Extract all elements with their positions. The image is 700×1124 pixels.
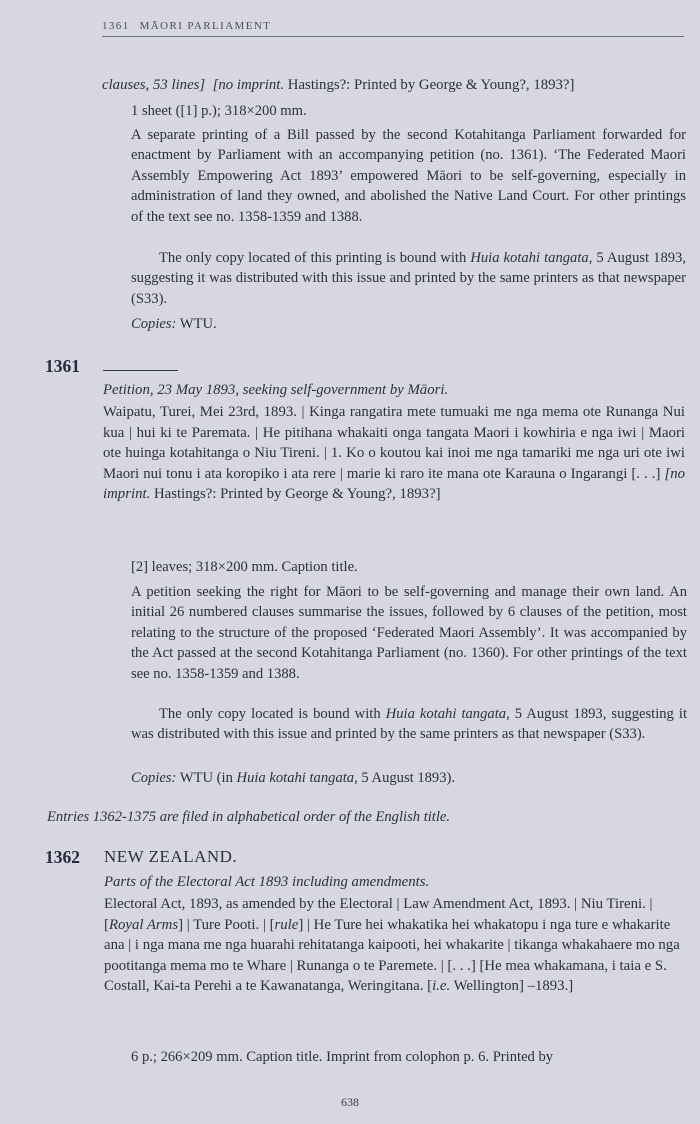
entry-1360-collation: 1 sheet ([1] p.); 318×200 mm. [131,103,307,119]
entry-number-1362: 1362 [45,847,80,867]
running-head [102,20,684,37]
entry-1361-note: A petition seeking the right for Māori to be self-governing and manage their own land. An initial 26 numbered clauses summarise the issues, followed by 6 clauses of the petition, most relating to the structure of the proposed ‘Federated Maori Assembly’. It was accompanied by the Act passed at the second Kotahitanga Parliament (no. 1360). For other printings of the text see no. 1358-1359 and 1388. [131,584,687,682]
page-number: 638 [341,1095,359,1109]
entry-1362-collation: 6 p.; 266×209 mm. Caption title. Imprint from colophon p. 6. Printed by [131,1049,554,1065]
entry-1361-copies: Copies: WTU (in Huia kotahi tangata, 5 August 1893). [131,770,456,786]
entry-1360-copies: Copies: WTU. [131,316,217,332]
entry-1362-heading: NEW ZEALAND. [104,847,238,866]
running-head-page: 1361 [102,20,130,32]
entry-1361-note-copy: The only copy located is bound with Huia kotahi tangata, 5 August 1893, suggesting it was distributed with this issue and printed by the same printers as that newspaper (S33). [131,706,688,743]
entry-1362-title: Parts of the Electoral Act 1893 including amendments. [104,874,430,890]
entry-1361-transcription: Waipatu, Turei, Mei 23rd, 1893. | Kinga rangatira mete tumuaki me nga mema ote Runanga Nui kua | hui ki te Paremata. | He pitihana whakaiti onga tangata Maori i kowhiria e nga iwi | Maori ote huinga kotahitanga o Niu Tireni. | 1. Ko o koutou kai inoi me nga tamariki me nga uri ote iwi Maori nui tonu i ata koropiko i ata rere | marie ki raro ite mana ote Karauna o Ingarangi [. . .] [no imprint. Hastings?: Printed by George & Young?, 1893?] [103,404,685,503]
entry-1361-title: Petition, 23 May 1893, seeking self-government by Māori. [103,382,449,398]
entry-1361-collation: [2] leaves; 318×200 mm. Caption title. [131,559,358,575]
entry-1360-note: A separate printing of a Bill passed by the second Kotahitanga Parliament forwarded for enactment by Parliament with an accompanying petition (no. 1361). ‘The Federated Maori Assembly Empowering Act 1893’ empowered Māori to be self-governing, especially in administration of land they owned, and abolished the Native Land Court. For other printings of the text see no. 1358-1359 and 1388. [131,127,686,225]
filing-note: Entries 1362-1375 are filed in alphabetical order of the English title. [47,809,451,825]
author-dash [103,370,178,371]
entry-number-1361: 1361 [45,356,80,376]
running-head-title: MĀORI PARLIAMENT [139,20,272,32]
entry-1362-transcription: Electoral Act, 1893, as amended by the Electoral | Law Amendment Act, 1893. | Niu Tireni. | [Royal Arms] | Ture Pooti. | [rule] | He Ture hei whakatika hei whakatopu i nga ture e whakarite ana | i nga mana me nga huarahi rehitatanga kaipooti, hei whakarite | tikanga whakahaere mo nga pootitanga mema mo te Whare | Runanga o te Paremete. | [. . .] [He mea whakamana, i taia e S. Costall, Kai-ta Perehi a te Kawanatanga, Weringitana. [i.e. Wellington] –1893.] [104,896,680,995]
entry-1360-title-tail: clauses, 53 lines] [no imprint. Hastings?: Printed by George & Young?, 1893?] [102,77,575,93]
entry-1360-note-copy: The only copy located of this printing is bound with Huia kotahi tangata, 5 August 1893, suggesting it was distributed with this issue and printed by the same printers as that newspaper (S33). [131,250,686,307]
